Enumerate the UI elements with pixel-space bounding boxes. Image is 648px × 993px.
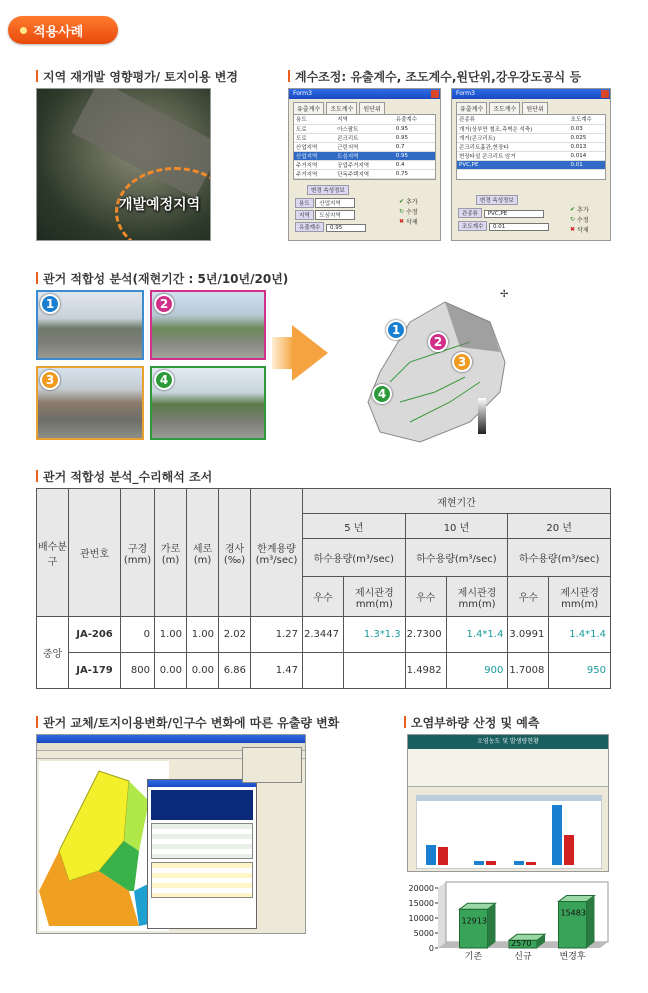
arrow-shaft-icon	[272, 337, 294, 369]
y-tick-label: 0	[428, 944, 434, 953]
side-panel[interactable]	[242, 747, 302, 783]
delete-icon: ✖	[570, 226, 576, 233]
grid-row[interactable]: 개거(상부만 철조,측벽은 석축) 0.03	[457, 124, 605, 133]
map-legend	[478, 398, 486, 434]
coefficient-grid[interactable]: 용도 지역 유출계수 도로 아스팔트 0.95 도로 콘크리트 0.95 산업지역 근린지역 0.7 산업지역 도심지역 0.95 주거지역 공업주거지역 0.4 주거지역 단독주택지역 0.75	[293, 114, 436, 180]
category-label: 기존	[464, 952, 483, 962]
window-tabs	[289, 99, 440, 114]
section-title-runoff-change: 관거 교체/토지이용변화/인구수 변화에 따른 유출량 변화	[36, 714, 339, 731]
title-bar-icon	[288, 70, 290, 82]
y-tick-label: 15000	[408, 899, 434, 908]
street-photo-2	[150, 290, 266, 360]
region-cell: 중앙	[37, 617, 69, 689]
chart-side-wall	[438, 882, 446, 948]
header-limit: 한계용량(m³/sec)	[251, 489, 303, 617]
arrow-right-icon	[292, 325, 328, 381]
coefficient-field[interactable]: 0.95	[326, 224, 366, 232]
section-badge	[8, 16, 118, 44]
section-title-redevelopment: 지역 재개발 영향평가/ 토지이용 변경	[36, 68, 238, 85]
y-tick-label: 5000	[413, 929, 434, 938]
tab-unit[interactable]: 원단위	[359, 102, 384, 114]
grid-row-selected[interactable]: PVC,PE 0.01	[457, 160, 605, 169]
title-bar-icon	[36, 70, 38, 82]
map-badge: 1	[386, 320, 406, 340]
group-title: 변경 속성정보	[307, 185, 349, 195]
check-icon: ✔	[570, 206, 576, 213]
bar-side	[587, 896, 595, 948]
title-bar-icon	[404, 716, 406, 728]
pollution-window-title: 오염농도 및 발생량현황	[408, 735, 608, 749]
add-button[interactable]: ✔ 추가	[570, 206, 589, 214]
y-tick-label: 10000	[408, 914, 434, 923]
photo-badge: 1	[40, 294, 60, 314]
title-bar-icon	[36, 470, 38, 482]
add-button[interactable]: ✔ 추가	[399, 198, 418, 206]
delete-button[interactable]: ✖ 삭제	[399, 218, 418, 226]
delete-button[interactable]: ✖ 삭제	[570, 226, 589, 234]
pollution-window[interactable]	[407, 734, 609, 872]
grid-row[interactable]: 주거지역 공업주거지역 0.4	[294, 160, 435, 169]
category-label: 변경후	[559, 952, 586, 962]
tab-runoff[interactable]: 유출계수	[456, 102, 487, 114]
roughness-field[interactable]: 0.01	[489, 223, 549, 231]
window-titlebar[interactable]	[37, 735, 305, 743]
street-photo-3	[36, 366, 144, 440]
street-photo-4	[150, 366, 266, 440]
bar-side	[488, 903, 496, 948]
photo-badge: 2	[154, 294, 174, 314]
y-tick-label: 20000	[408, 884, 434, 893]
window-titlebar[interactable]: Form3	[452, 89, 610, 99]
bar	[460, 909, 488, 948]
grid-row[interactable]: 개거(콘크리트) 0.025	[457, 133, 605, 142]
header-pipe: 관번호	[69, 489, 121, 617]
roughness-coefficient-window[interactable]: Form3 유출계수 조도계수 원단위 관종류 조도계수 개거(상부만 철조,측벽은 석축) 0.03 개거(콘크리트) 0.025 콘크리트흄관,현장타 0.013 현장타설 콘크리트 암거 0.014 PVC,PE 0.01 변경 속성정보 관종류 PVC,PE 조도계수 0.01 ✔ 추가 ↻ 수정 ✖ 삭제	[451, 88, 611, 241]
use-field[interactable]: 산업지역	[315, 198, 355, 208]
map-badge: 3	[452, 352, 472, 372]
grid-row[interactable]: 산업지역 근린지역 0.7	[294, 142, 435, 151]
runoff-coefficient-window[interactable]: Form3 유출계수 조도계수 원단위 용도 지역 유출계수 도로 아스팔트 0.95 도로 콘크리트 0.95 산업지역 근린지역 0.7 산업지역 도심지역 0.95 주거지역 공업주거지역 0.4 주거지역 단독주택지역 0.75 변경 속성정보 용도 산업지역 지역 도심지역 유출계수 0.95 ✔ 추가 ↻ 수정 ✖ 삭제	[288, 88, 441, 241]
grid-row[interactable]	[294, 178, 435, 180]
result-panel	[151, 790, 253, 820]
grid-row[interactable]: 도로 아스팔트 0.95	[294, 124, 435, 133]
map-badge: 4	[372, 384, 392, 404]
runoff-analysis-window[interactable]	[36, 734, 306, 934]
map-badge: 2	[428, 332, 448, 352]
section-title-pollution: 오염부하량 산정 및 예측	[404, 714, 539, 731]
roughness-grid[interactable]: 관종류 조도계수 개거(상부만 철조,측벽은 석축) 0.03 개거(콘크리트) 0.025 콘크리트흄관,현장타 0.013 현장타설 콘크리트 암거 0.014 PVC,PE 0.01	[456, 114, 606, 180]
header-period-10: 10 년	[405, 514, 508, 539]
group-title: 변경 속성정보	[476, 195, 518, 205]
photo-badge: 4	[154, 370, 174, 390]
development-area-label: 개발예정지역	[119, 197, 201, 213]
grid-row[interactable]: 현장타설 콘크리트 암거 0.014	[457, 151, 605, 160]
tab-roughness[interactable]: 조도계수	[326, 102, 357, 114]
satellite-image	[36, 88, 211, 241]
section-badge-label: 적용사례	[33, 24, 84, 40]
header-width: 가로(m)	[155, 489, 187, 617]
tab-roughness[interactable]: 조도계수	[489, 102, 520, 114]
option-panel[interactable]	[408, 749, 608, 787]
grid-row[interactable]: 콘크리트흄관,현장타 0.013	[457, 142, 605, 151]
edit-button[interactable]: ↻ 수정	[399, 208, 418, 216]
hydraulic-table: 배수분구 관번호 구경(mm) 가로(m) 세로(m) 경사(‰) 한계용량(m³/sec) 재현기간 5 년 10 년 20 년 하수용량(m³/sec) 하수용량(m³/sec) 하수용량(m³/sec) 우수 제시관경mm(m) 우수 제시관경mm(m) 우수 제시관경mm(m) 중앙 JA-206 0 1.00 1.00 2.02 1.27 2.3447 1.3*1.3 2.7300 1.4*1.4 3.0991 1.4*1.4 JA-179 800 0.00 0.00 6.86 1.47 1.4982 900 1.7008 950	[36, 488, 611, 689]
header-diameter: 구경(mm)	[121, 489, 155, 617]
grid-row[interactable]: 주거지역 단독주택지역 0.75	[294, 169, 435, 178]
svg-text:✢: ✢	[500, 289, 509, 300]
bar-value-label: 2570	[511, 939, 532, 948]
delete-icon: ✖	[399, 218, 405, 225]
section-title-suitability: 관거 적합성 분석(재현기간 : 5년/10년/20년)	[36, 270, 288, 287]
tab-runoff[interactable]: 유출계수	[293, 102, 324, 114]
header-period-20: 20 년	[508, 514, 611, 539]
header-period-5: 5 년	[303, 514, 406, 539]
header-region: 배수분구	[37, 489, 69, 617]
pollution-bar-chart	[416, 795, 602, 869]
category-label: 신규	[514, 952, 532, 962]
pipe-type-field[interactable]: PVC,PE	[484, 210, 544, 218]
close-icon[interactable]	[431, 90, 439, 98]
grid-row-selected[interactable]: 산업지역 도심지역 0.95	[294, 151, 435, 160]
bar-value-label: 15483	[560, 908, 586, 918]
edit-button[interactable]: ↻ 수정	[570, 216, 589, 224]
check-icon: ✔	[399, 198, 405, 205]
street-photo-1	[36, 290, 144, 360]
result-grid-2	[151, 862, 253, 898]
calculation-dialog[interactable]	[147, 779, 257, 929]
pollution-load-chart	[404, 876, 614, 962]
sewer-network-map	[350, 282, 520, 452]
region-field[interactable]: 도심지역	[315, 210, 355, 220]
window-tabs	[452, 99, 610, 114]
section-title-coefficients: 계수조정: 유출계수, 조도계수,원단위,강우강도공식 등	[288, 68, 581, 85]
table-row: 중앙 JA-206 0 1.00 1.00 2.02 1.27 2.3447 1.3*1.3 2.7300 1.4*1.4 3.0991 1.4*1.4	[37, 617, 611, 653]
refresh-icon: ↻	[570, 216, 576, 223]
bar-value-label: 12913	[461, 916, 487, 926]
window-titlebar[interactable]: Form3	[289, 89, 440, 99]
result-grid	[151, 823, 253, 859]
photo-badge: 3	[40, 370, 60, 390]
grid-row[interactable]: 도로 콘크리트 0.95	[294, 133, 435, 142]
bullet-dot-icon	[20, 27, 27, 34]
close-icon[interactable]	[601, 90, 609, 98]
tab-unit[interactable]: 원단위	[522, 102, 547, 114]
header-height: 세로(m)	[187, 489, 219, 617]
title-bar-icon	[36, 272, 38, 284]
header-slope: 경사(‰)	[219, 489, 251, 617]
refresh-icon: ↻	[399, 208, 405, 215]
title-bar-icon	[36, 716, 38, 728]
table-row: JA-179 800 0.00 0.00 6.86 1.47 1.4982 900 1.7008 950	[37, 653, 611, 689]
header-period: 재현기간	[303, 489, 611, 514]
section-title-hydraulic: 관거 적합성 분석_수리해석 조서	[36, 468, 212, 485]
